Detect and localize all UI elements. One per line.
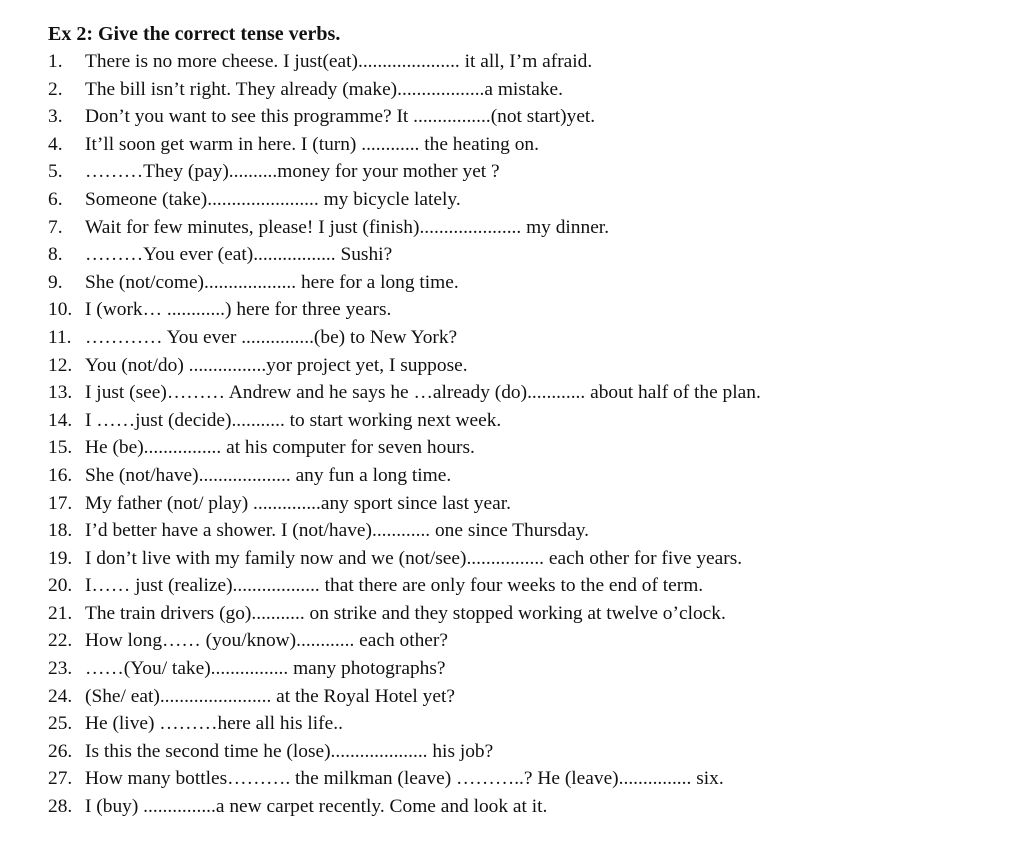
- item-number: 4.: [48, 133, 63, 155]
- item-text: I (buy) ...............a new carpet recently. Come and look at it.: [85, 796, 548, 818]
- item-text: ………They (pay)..........money for your mother yet ?: [85, 161, 500, 183]
- item-number: 13.: [48, 382, 73, 404]
- item-text: He (live) ………here all his life..: [85, 713, 343, 735]
- exercise-item: [48, 462, 1008, 490]
- item-text: The train drivers (go)........... on strike and they stopped working at twelve o’clock.: [85, 602, 726, 624]
- exercise-item: [48, 158, 1008, 186]
- item-number: 22.: [48, 630, 73, 652]
- item-number: 3.: [48, 106, 63, 128]
- exercise-item: [48, 738, 1008, 766]
- exercise-item: [48, 186, 1008, 214]
- item-number: 26.: [48, 740, 73, 762]
- item-text: I just (see)……… Andrew and he says he …already (do)............ about half of the plan.: [85, 382, 761, 404]
- exercise-item: [48, 103, 1008, 131]
- item-number: 8.: [48, 244, 63, 266]
- item-number: 11.: [48, 326, 72, 348]
- exercise-item: [48, 600, 1008, 628]
- item-number: 6.: [48, 188, 63, 210]
- exercise-item: [48, 765, 1008, 793]
- exercise-item: [48, 710, 1008, 738]
- item-text: ……(You/ take)................ many photographs?: [85, 658, 446, 680]
- exercise-item: [48, 48, 1008, 76]
- item-number: 23.: [48, 658, 73, 680]
- item-text: I don’t live with my family now and we (not/see)................ each other for five years.: [85, 547, 743, 569]
- exercise-item: [48, 490, 1008, 518]
- item-number: 14.: [48, 409, 73, 431]
- item-text: How long…… (you/know)............ each other?: [85, 630, 448, 652]
- item-number: 16.: [48, 464, 73, 486]
- item-text: I’d better have a shower. I (not/have)............ one since Thursday.: [85, 520, 589, 542]
- item-number: 2.: [48, 78, 63, 100]
- exercise-item: [48, 627, 1008, 655]
- item-number: 18.: [48, 520, 73, 542]
- exercise-item: [48, 324, 1008, 352]
- item-text: The bill isn’t right. They already (make)..................a mistake.: [85, 78, 564, 100]
- item-number: 5.: [48, 161, 63, 183]
- item-text: She (not/have)................... any fun a long time.: [85, 464, 452, 486]
- item-number: 15.: [48, 437, 73, 459]
- item-text: I…… just (realize).................. that there are only four weeks to the end of term.: [85, 575, 704, 597]
- exercise-item: [48, 434, 1008, 462]
- item-number: 25.: [48, 713, 73, 735]
- item-number: 1.: [48, 51, 63, 72]
- exercise-list: [48, 48, 1008, 821]
- item-text: How many bottles………. the milkman (leave) ………..? He (leave)............... six.: [85, 768, 724, 790]
- exercise-item: [48, 241, 1008, 269]
- item-text: Don’t you want to see this programme? It ................(not start)yet.: [85, 106, 596, 128]
- item-text: Wait for few minutes, please! I just (finish)..................... my dinner.: [85, 216, 610, 238]
- item-text: (She/ eat)....................... at the Royal Hotel yet?: [85, 685, 455, 707]
- item-text: You (not/do) ................yor project yet, I suppose.: [85, 354, 468, 376]
- exercise-item: [48, 572, 1008, 600]
- item-number: 12.: [48, 354, 73, 376]
- item-text: Someone (take)....................... my bicycle lately.: [85, 188, 461, 210]
- item-number: 20.: [48, 575, 73, 597]
- exercise-item: [48, 269, 1008, 297]
- exercise-sheet: [48, 20, 1008, 821]
- exercise-item: [48, 352, 1008, 380]
- exercise-item: [48, 793, 1008, 821]
- item-number: 17.: [48, 492, 73, 514]
- item-number: 9.: [48, 271, 63, 293]
- item-number: 19.: [48, 547, 73, 569]
- item-number: 28.: [48, 796, 73, 818]
- exercise-item: [48, 517, 1008, 545]
- exercise-item: [48, 214, 1008, 242]
- exercise-item: [48, 131, 1008, 159]
- item-number: 24.: [48, 685, 73, 707]
- exercise-item: [48, 296, 1008, 324]
- exercise-item: [48, 683, 1008, 711]
- item-text: ………… You ever ...............(be) to New York?: [85, 326, 458, 348]
- exercise-item: [48, 545, 1008, 573]
- item-text: It’ll soon get warm in here. I (turn) ............ the heating on.: [85, 133, 539, 155]
- exercise-item: [48, 76, 1008, 104]
- item-text: My father (not/ play) ..............any sport since last year.: [85, 492, 511, 514]
- item-text: She (not/come)................... here for a long time.: [85, 271, 459, 293]
- item-text: I (work… ............) here for three years.: [85, 299, 392, 321]
- item-number: 7.: [48, 216, 63, 238]
- exercise-item: [48, 655, 1008, 683]
- item-number: 27.: [48, 768, 73, 790]
- item-text: Is this the second time he (lose).................... his job?: [85, 740, 494, 762]
- exercise-title: Ex 2: Give the correct tense verbs.: [48, 23, 341, 45]
- item-number: 21.: [48, 602, 73, 624]
- item-number: 10.: [48, 299, 73, 321]
- exercise-item: [48, 379, 1008, 407]
- exercise-item: [48, 407, 1008, 435]
- item-text: I ……just (decide)........... to start working next week.: [85, 409, 502, 431]
- item-text: He (be)................ at his computer for seven hours.: [85, 437, 475, 459]
- item-text: There is no more cheese. I just(eat)..................... it all, I’m afraid.: [85, 51, 593, 72]
- item-text: ………You ever (eat)................. Sushi?: [85, 244, 393, 266]
